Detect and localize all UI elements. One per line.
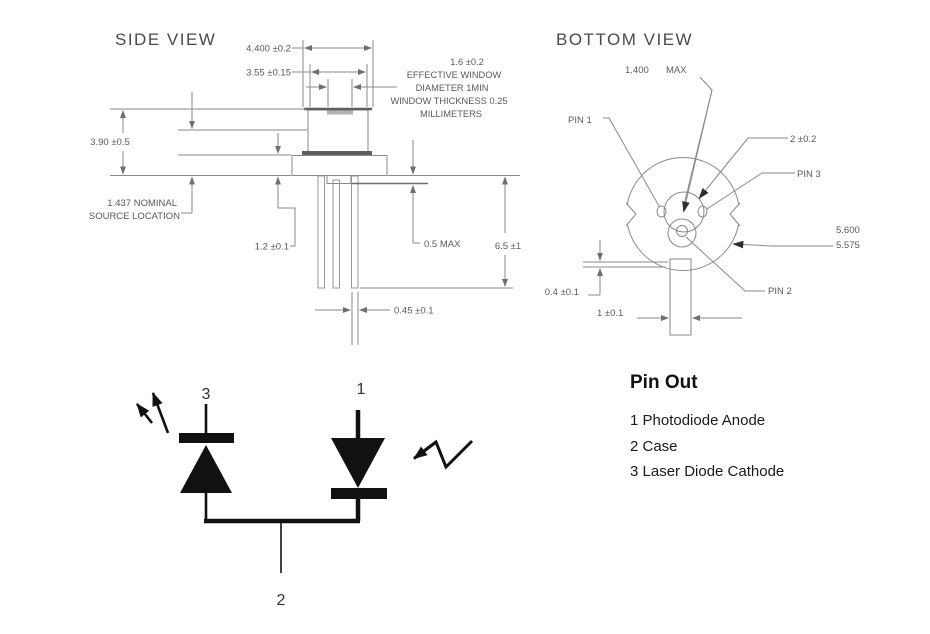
pinout-legend: [630, 372, 784, 485]
dim-height: 3.90 ±0.5: [90, 137, 130, 148]
to-can-package: [292, 109, 428, 288]
dim-window-l4: WINDOW THICKNESS 0.25: [390, 96, 508, 106]
pin1-hole: [657, 206, 666, 217]
schematic-pin2-number: 2: [276, 592, 286, 609]
dim-window-l2: EFFECTIVE WINDOW: [406, 70, 502, 80]
bottom-view-body: [626, 158, 740, 336]
pinout-item-2: 2 Case: [630, 437, 678, 455]
laser-cathode-bar: [179, 433, 234, 443]
dim-hub: 2 ±0.2: [790, 134, 817, 145]
weld-ring: [302, 151, 372, 156]
label-pin1: PIN 1: [568, 115, 592, 126]
dim-cap-inner: 3.55 ±0.15: [246, 67, 291, 79]
lead-right: [352, 176, 359, 288]
schematic-drawing: [137, 381, 472, 609]
laser-triangle: [180, 445, 232, 493]
lead-left: [318, 176, 325, 288]
cap-body: [308, 110, 368, 155]
incident-light-arrow: [414, 441, 472, 467]
window-glass: [327, 111, 353, 115]
pinout-item-1: 1 Photodiode Anode: [630, 412, 766, 429]
label-pin3: PIN 3: [797, 169, 821, 180]
flange: [292, 156, 387, 176]
dim-flange: 1.2 ±0.1: [254, 241, 289, 253]
schematic-pin1-number: 1: [356, 381, 366, 398]
dim-window-l5: MILLIMETERS: [420, 109, 482, 119]
dim-pc-value: 1.400: [625, 65, 649, 76]
dim-window-l1: 1.6 ±0.2: [450, 57, 484, 67]
dim-pc-unit: MAX: [666, 65, 687, 76]
dim-source-l1: 1.437 NOMINAL: [107, 198, 177, 209]
schematic-pin3-number: 3: [201, 386, 211, 403]
laser-diode-symbol: [179, 404, 234, 521]
photodiode-cathode-bar: [331, 488, 387, 499]
side-view-title: SIDE VIEW: [115, 30, 217, 49]
lead-middle: [333, 180, 340, 288]
pin3-hole: [698, 206, 707, 217]
dim-cap-diameter: 4.400 ±0.2: [246, 43, 291, 55]
dim-lead-dia: 0.45 ±0.1: [394, 305, 434, 317]
dim-standoff: 0.5 MAX: [424, 239, 461, 250]
photodiode-symbol: [331, 410, 387, 521]
dim-dia-min: 5.575: [836, 240, 860, 251]
photodiode-triangle: [331, 438, 385, 488]
bottom-view-annotations: [545, 65, 860, 319]
dim-tab-width: 1 ±0.1: [597, 308, 624, 319]
side-view-drawing: [72, 30, 521, 345]
pinout-item-3: 3 Laser Diode Cathode: [630, 463, 785, 480]
label-pin2: PIN 2: [768, 286, 792, 297]
dim-lead-length: 6.5 ±1: [494, 241, 522, 252]
bottom-view-drawing: [545, 30, 860, 335]
case-outline: [627, 158, 740, 271]
dim-dia-max: 5.600: [836, 225, 860, 236]
dim-source-l2: SOURCE LOCATION: [88, 211, 180, 222]
bottom-view-title: BOTTOM VIEW: [556, 30, 694, 49]
pinout-heading: Pin Out: [630, 372, 698, 393]
dim-window-l3: DIAMETER 1MIN: [415, 83, 489, 93]
side-view-dimensions: [72, 40, 521, 345]
light-emission-arrows: [137, 393, 168, 433]
dim-tab-offset: 0.4 ±0.1: [544, 287, 579, 298]
